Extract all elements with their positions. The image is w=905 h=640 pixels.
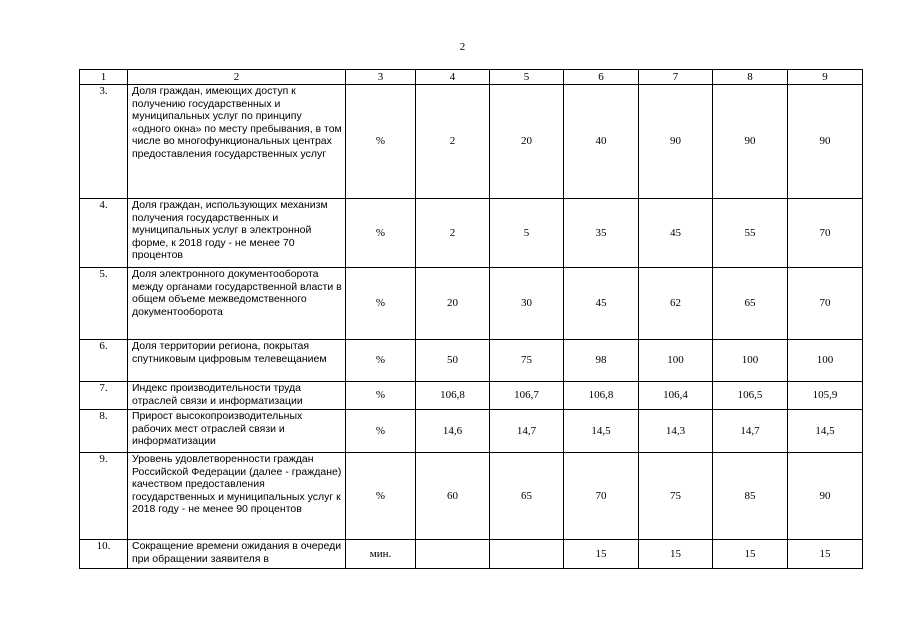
row-unit: %	[346, 340, 416, 382]
value-cell: 2	[416, 199, 490, 268]
value-cell: 65	[490, 453, 564, 540]
value-cell: 35	[564, 199, 639, 268]
row-description: Уровень удовлетворенности граждан Российской Федерации (далее - граждане) качеством предоставления государственных и муниципальных услуг к 2018 году - не менее 90 процентов	[128, 453, 346, 540]
row-unit: %	[346, 453, 416, 540]
value-cell: 14,7	[490, 410, 564, 453]
value-cell: 65	[713, 268, 788, 340]
value-cell: 62	[639, 268, 713, 340]
value-cell: 45	[564, 268, 639, 340]
value-cell: 70	[788, 268, 863, 340]
row-unit: мин.	[346, 540, 416, 569]
column-header: 1	[80, 70, 128, 85]
indicators-table	[79, 69, 863, 569]
value-cell: 15	[788, 540, 863, 569]
column-header: 3	[346, 70, 416, 85]
value-cell: 20	[490, 85, 564, 199]
value-cell: 14,6	[416, 410, 490, 453]
row-unit: %	[346, 410, 416, 453]
column-header: 8	[713, 70, 788, 85]
row-number: 10.	[80, 540, 128, 569]
value-cell: 14,5	[788, 410, 863, 453]
row-number: 3.	[80, 85, 128, 199]
column-header: 9	[788, 70, 863, 85]
value-cell: 45	[639, 199, 713, 268]
row-number: 5.	[80, 268, 128, 340]
value-cell: 70	[788, 199, 863, 268]
column-header: 4	[416, 70, 490, 85]
value-cell: 106,8	[564, 382, 639, 410]
value-cell: 75	[639, 453, 713, 540]
row-description: Прирост высокопроизводительных рабочих мест отраслей связи и информатизации	[128, 410, 346, 453]
value-cell: 40	[564, 85, 639, 199]
row-description: Доля территории региона, покрытая спутниковым цифровым телевещанием	[128, 340, 346, 382]
table-row	[80, 268, 863, 340]
value-cell: 30	[490, 268, 564, 340]
table-row	[80, 199, 863, 268]
row-number: 4.	[80, 199, 128, 268]
value-cell: 14,5	[564, 410, 639, 453]
row-description: Доля электронного документооборота между органами государственной власти в общем объеме межведомственного документооборота	[128, 268, 346, 340]
column-header: 2	[128, 70, 346, 85]
value-cell: 15	[639, 540, 713, 569]
value-cell: 100	[788, 340, 863, 382]
value-cell: 90	[788, 85, 863, 199]
header-row	[80, 70, 863, 85]
value-cell: 100	[713, 340, 788, 382]
value-cell: 55	[713, 199, 788, 268]
value-cell: 75	[490, 340, 564, 382]
row-number: 6.	[80, 340, 128, 382]
row-description: Индекс производительности труда отраслей связи и информатизации	[128, 382, 346, 410]
value-cell: 15	[713, 540, 788, 569]
row-description: Доля граждан, имеющих доступ к получению государственных и муниципальных услуг по принципу «одного окна» по месту пребывания, в том числе во многофункциональных центрах предоставления государственных услуг	[128, 85, 346, 199]
value-cell: 20	[416, 268, 490, 340]
value-cell: 5	[490, 199, 564, 268]
table-row	[80, 410, 863, 453]
value-cell: 60	[416, 453, 490, 540]
value-cell: 90	[639, 85, 713, 199]
table-body	[80, 85, 863, 569]
row-unit: %	[346, 85, 416, 199]
value-cell: 106,7	[490, 382, 564, 410]
column-header: 7	[639, 70, 713, 85]
value-cell: 90	[788, 453, 863, 540]
value-cell: 85	[713, 453, 788, 540]
value-cell: 106,8	[416, 382, 490, 410]
column-header: 6	[564, 70, 639, 85]
table-row	[80, 453, 863, 540]
value-cell: 98	[564, 340, 639, 382]
value-cell	[490, 540, 564, 569]
row-number: 9.	[80, 453, 128, 540]
value-cell: 106,5	[713, 382, 788, 410]
row-description: Сокращение времени ожидания в очереди при обращении заявителя в	[128, 540, 346, 569]
value-cell: 90	[713, 85, 788, 199]
row-number: 8.	[80, 410, 128, 453]
row-unit: %	[346, 268, 416, 340]
value-cell: 50	[416, 340, 490, 382]
row-unit: %	[346, 199, 416, 268]
value-cell: 105,9	[788, 382, 863, 410]
value-cell: 15	[564, 540, 639, 569]
row-unit: %	[346, 382, 416, 410]
table-row	[80, 340, 863, 382]
value-cell: 14,3	[639, 410, 713, 453]
row-number: 7.	[80, 382, 128, 410]
value-cell: 14,7	[713, 410, 788, 453]
value-cell: 100	[639, 340, 713, 382]
table-row	[80, 85, 863, 199]
page-number: 2	[459, 41, 466, 53]
row-description: Доля граждан, использующих механизм получения государственных и муниципальных услуг в электронной форме, к 2018 году - не менее 70 процентов	[128, 199, 346, 268]
table-row	[80, 540, 863, 569]
table-row	[80, 382, 863, 410]
value-cell: 2	[416, 85, 490, 199]
value-cell	[416, 540, 490, 569]
column-header: 5	[490, 70, 564, 85]
value-cell: 70	[564, 453, 639, 540]
value-cell: 106,4	[639, 382, 713, 410]
